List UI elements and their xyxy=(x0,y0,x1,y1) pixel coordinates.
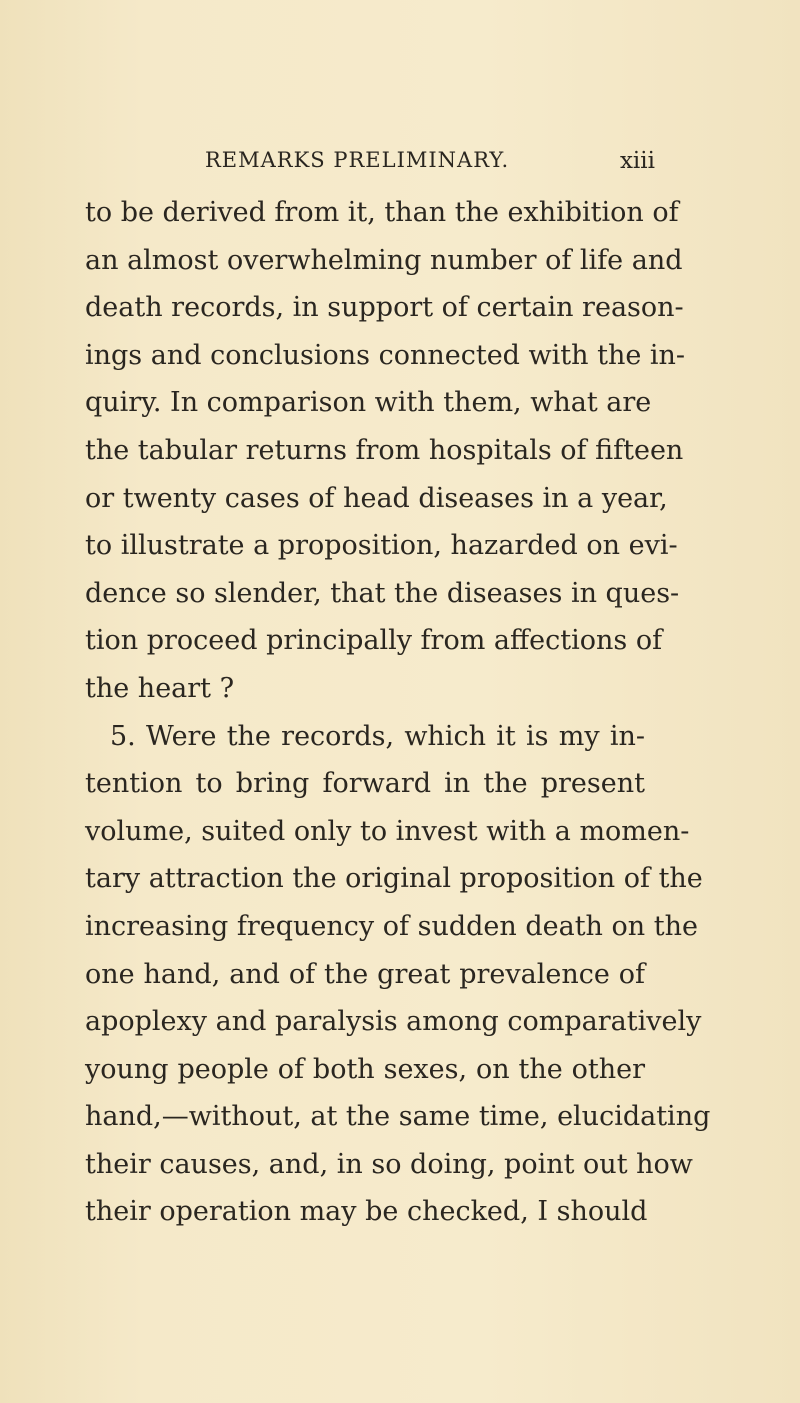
text-line: an almost overwhelming number of life and xyxy=(85,244,683,276)
text-line: tention to bring forward in the present xyxy=(85,768,645,800)
text-line: hand,—without, at the same time, elucidating xyxy=(85,1101,711,1133)
text-line: ings and conclusions connected with the in- xyxy=(85,339,686,371)
text-line: tary attraction the original proposition of the xyxy=(85,863,703,895)
text-line: to illustrate a proposition, hazarded on evi- xyxy=(85,530,678,562)
text-line: the tabular returns from hospitals of fifteen xyxy=(85,434,684,466)
page-number: xiii xyxy=(619,148,655,174)
text-line: apoplexy and paralysis among comparatively xyxy=(85,1006,702,1038)
body-text xyxy=(85,189,711,1236)
text-line: or twenty cases of head diseases in a year, xyxy=(85,482,668,514)
running-title: REMARKS PRELIMINARY. xyxy=(205,148,510,172)
text-line: death records, in support of certain reason- xyxy=(85,292,684,324)
text-line: one hand, and of the great prevalence of xyxy=(85,958,645,990)
text-line: young people of both sexes, on the other xyxy=(85,1053,645,1085)
text-line: volume, suited only to invest with a momen- xyxy=(85,815,690,847)
text-line: the heart ? xyxy=(85,672,235,704)
paragraph-start-line: 5. Were the records, which it is my in- xyxy=(110,720,645,752)
text-line: dence so slender, that the diseases in ques- xyxy=(85,577,680,609)
text-line: their causes, and, in so doing, point out how xyxy=(85,1148,693,1180)
text-line: quiry. In comparison with them, what are xyxy=(85,387,652,419)
running-head xyxy=(205,148,655,188)
text-line: to be derived from it, than the exhibition of xyxy=(85,197,679,228)
text-line: increasing frequency of sudden death on the xyxy=(85,910,698,942)
text-line: tion proceed principally from affections of xyxy=(85,625,663,657)
text-line: their operation may be checked, I should xyxy=(85,1196,648,1228)
